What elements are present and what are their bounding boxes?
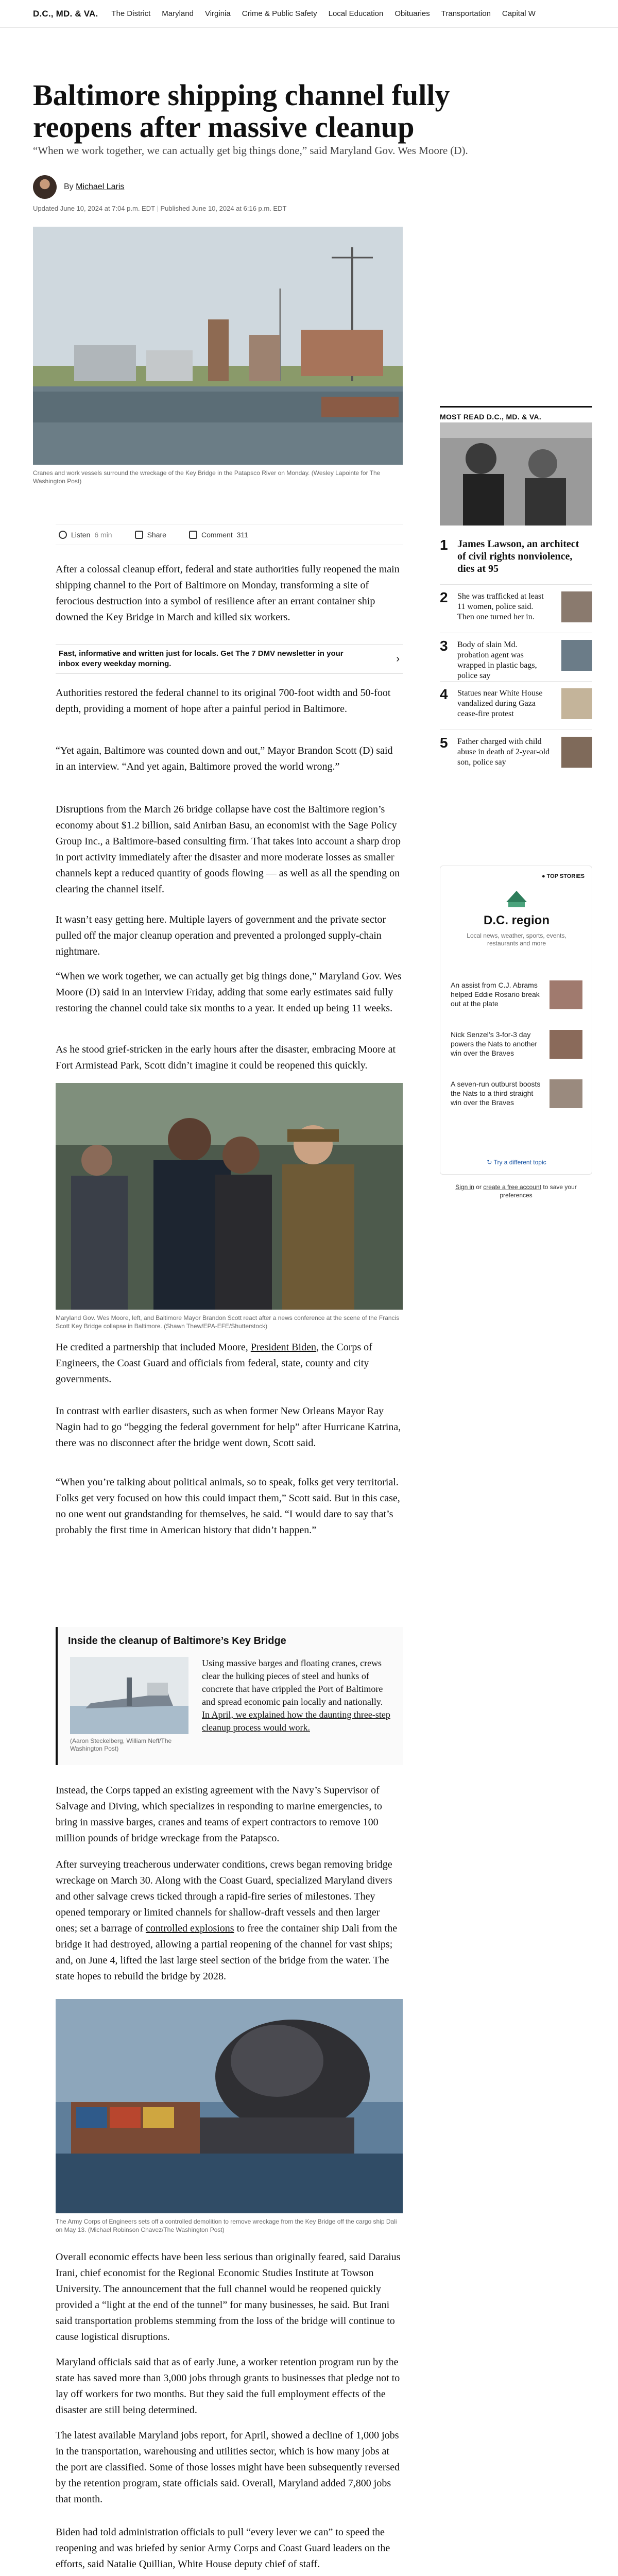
comment-button[interactable] xyxy=(189,531,248,539)
share-icon xyxy=(135,531,143,539)
paragraph-text: He credited a partnership that included Moore, xyxy=(56,1342,248,1353)
nav-link-obituaries[interactable]: Obituaries xyxy=(394,9,430,18)
listen-button[interactable] xyxy=(59,531,112,539)
paragraph: “Yet again, Baltimore was counted down and out,” Mayor Brandon Scott (D) said in an interview. “And yet again, Baltimore proved the world wrong.” xyxy=(56,745,393,772)
paragraph: “When you’re talking about political animals, so to speak, folks get very territorial. Folks get very focused on how this could impact them,” Scott said. But in this case, no one went out grandstanding for themselves, he said. “I would dare to say that’s probably the first time in American history that didn’t happen.” xyxy=(56,1477,400,1536)
paragraph: In contrast with earlier disasters, such as when former New Orleans Mayor Ray Nagin had to go “begging the federal government for help” after Hurricane Katrina, there was no disconnect after the bridge went down, Scott said. xyxy=(56,1405,401,1449)
rank-number: 3 xyxy=(440,638,448,654)
rank-number: 4 xyxy=(440,686,448,702)
published-date: Published June 10, 2024 at 6:16 p.m. EDT xyxy=(160,205,287,212)
top-story-thumb[interactable] xyxy=(550,1079,582,1108)
most-read-thumb-3[interactable] xyxy=(561,640,592,671)
top-story-thumb[interactable] xyxy=(550,1030,582,1059)
section-title[interactable]: D.C., MD. & VA. xyxy=(33,8,98,19)
nav-link-capital-weather[interactable]: Capital W xyxy=(502,9,536,18)
deck: “When we work together, we can actually get big things done,” said Maryland Gov. Wes Moore (D). xyxy=(33,144,468,157)
inset-caption: (Aaron Steckelberg, William Neff/The Washington Post) xyxy=(70,1737,172,1752)
top-nav xyxy=(0,0,618,28)
signin-text: or xyxy=(474,1183,484,1191)
bridge-graphic-image xyxy=(70,1657,188,1734)
share-label: Share xyxy=(147,531,166,539)
nav-link-transportation[interactable]: Transportation xyxy=(441,9,491,18)
paragraph xyxy=(56,1340,403,1387)
create-account-link[interactable]: create a free account xyxy=(483,1183,542,1191)
paragraph: Instead, the Corps tapped an existing agreement with the Navy’s Supervisor of Salvage and Diving, which specializes in responding to marine emergencies, to bring in massive barges, cranes and teams of expert contractors to remove 100 million pounds of bridge wreckage from the Patapsco. xyxy=(56,1785,382,1844)
dateline: Updated June 10, 2024 at 7:04 p.m. EDT | Published June 10, 2024 at 6:16 p.m. EDT xyxy=(33,205,287,212)
most-read-thumb-2[interactable] xyxy=(561,591,592,622)
lead-photo xyxy=(33,227,403,465)
inset-link[interactable]: In April, we explained how the daunting three-step cleanup process would work. xyxy=(202,1709,390,1733)
paragraph: Authorities restored the federal channel to its original 700-foot width and 50-foot depth, providing a moment of hope after a painful period in Baltimore. xyxy=(56,687,391,715)
rank-number: 2 xyxy=(440,589,448,605)
most-read-lead-image[interactable] xyxy=(440,422,592,526)
comment-icon xyxy=(189,531,197,539)
most-read-item-5[interactable]: Father charged with child abuse in death of 2-year-old son, police say xyxy=(457,737,550,767)
updated-date: Updated June 10, 2024 at 7:04 p.m. EDT xyxy=(33,205,155,212)
dc-region-icon xyxy=(501,887,532,909)
top-stories-card xyxy=(440,866,592,1175)
share-button[interactable] xyxy=(135,531,166,539)
share-bar xyxy=(56,524,403,545)
most-read-item-1[interactable]: James Lawson, an architect of civil rights nonviolence, dies at 95 xyxy=(457,538,579,574)
inset-text xyxy=(202,1657,392,1734)
paragraph-text: to free the container ship Dali from the bridge it had destroyed, allowing a partial reopening of the channel for vast ships; and, on June 4, lifted the last large steel section of the bridge from the water. The state hopes to rebuild the bridge by 2028. xyxy=(56,1923,398,1982)
paragraph: “When we work together, we can actually get big things done,” Maryland Gov. Wes Moore (D) said in an interview Friday, adding that some early estimates said fully restoring the channel could take six months to a year. It ended up being 11 weeks. xyxy=(56,971,402,1014)
listen-time: 6 min xyxy=(94,531,112,539)
lead-photo-caption: Cranes and work vessels surround the wreckage of the Key Bridge in the Patapsco River on Monday. (Wesley Lapointe for The Washington Post) xyxy=(33,469,381,485)
signin-prompt xyxy=(440,1183,592,1199)
byline-prefix: By xyxy=(64,182,74,191)
rank-number: 1 xyxy=(440,537,448,553)
related-inset xyxy=(56,1627,403,1765)
most-read-item-2[interactable]: She was trafficked at least 11 women, police said. Then one turned her in. xyxy=(457,592,544,621)
top-stories-label: TOP STORIES xyxy=(546,873,585,879)
listen-label: Listen xyxy=(71,531,91,539)
divider xyxy=(440,681,592,682)
explosions-link[interactable]: controlled explosions xyxy=(145,1923,234,1934)
nav-link-maryland[interactable]: Maryland xyxy=(162,9,194,18)
author-link[interactable]: Michael Laris xyxy=(76,182,125,191)
officials-embrace-image xyxy=(56,1083,403,1310)
comment-label: Comment xyxy=(201,531,233,539)
paragraph-text: , the Corps of Engineers, the Coast Guard and officials from federal, state, county and city governments. xyxy=(56,1342,372,1385)
nav-link-virginia[interactable]: Virginia xyxy=(204,9,231,18)
demolition-photo xyxy=(56,1999,403,2213)
biden-link[interactable]: President Biden xyxy=(250,1342,316,1353)
byline xyxy=(33,175,124,199)
paragraph: Disruptions from the March 26 bridge collapse have cost the Baltimore region’s economy about $1.2 billion, said Anirban Basu, an economist with the Sage Policy Group Inc., a Baltimore-based consulting firm. That takes into account a sharp drop in port activity immediately after the disaster and more moderate losses as smaller channels kept a reduced quantity of goods flowing — as well as all the spending on clearing the channel itself. xyxy=(56,804,401,895)
author-avatar[interactable] xyxy=(33,175,57,199)
signin-link[interactable]: Sign in xyxy=(455,1183,474,1191)
divider xyxy=(440,584,592,585)
paragraph: Overall economic effects have been less serious than originally feared, said Daraius Irani, chief economist for the Regional Economic Studies Institute at Towson University. The announcement that the full channel would be reopened quickly provided a “light at the end of the tunnel” for many businesses, he said. But Irani said transportation problems stemming from the loss of the bridge will continue to cause logistical disruptions. xyxy=(56,2251,401,2343)
nav-link-district[interactable]: The District xyxy=(111,9,151,18)
comment-count: 311 xyxy=(236,531,248,539)
headphones-icon xyxy=(59,531,67,539)
newsletter-text: Fast, informative and written just for locals. Get The 7 DMV newsletter in your inbox every weekday morning. xyxy=(59,649,344,668)
photo-caption: Maryland Gov. Wes Moore, left, and Baltimore Mayor Brandon Scott react after a news conference at the scene of the Francis Scott Key Bridge collapse in Baltimore. (Shawn Thew/EPA-EFE/Shutterstock) xyxy=(56,1314,400,1330)
paragraph: Maryland officials said that as of early June, a worker retention program run by the state has saved more than 3,000 jobs through grants to businesses that pledge not to lay off workers for two months. But they said the full employment effects of the disaster are still being determined. xyxy=(56,2357,400,2416)
top-story-item[interactable]: A seven-run outburst boosts the Nats to a third straight win over the Braves xyxy=(451,1080,541,1107)
controlled-demolition-image xyxy=(56,1999,403,2213)
different-topic-link[interactable]: ↻ Try a different topic xyxy=(487,1159,546,1166)
moore-scott-photo xyxy=(56,1083,403,1310)
chevron-right-icon[interactable]: › xyxy=(396,653,400,665)
paragraph xyxy=(56,1857,403,1985)
top-story-item[interactable]: An assist from C.J. Abrams helped Eddie Rosario break out at the plate xyxy=(451,981,540,1008)
most-read-thumb-4[interactable] xyxy=(561,688,592,719)
inset-title[interactable]: Inside the cleanup of Baltimore’s Key Bridge xyxy=(68,1635,286,1647)
top-stories-region: D.C. region xyxy=(483,913,550,927)
paragraph: It wasn’t easy getting here. Multiple layers of government and the private sector pulled off the major cleanup operation and prevented a prolonged supply-chain nightmare. xyxy=(56,914,386,957)
paragraph: The latest available Maryland jobs report, for April, showed a decline of 1,000 jobs in the transportation, warehousing and utilities sector, which is how many jobs at the port are classified. Some of those losses might have been subsequently reversed by the retention program, state officials said. Overall, Maryland added 7,800 jobs that month. xyxy=(56,2430,400,2505)
newsletter-promo[interactable] xyxy=(56,644,403,674)
paragraph-text: After surveying treacherous underwater conditions, crews began removing bridge wreckage on March 30. Along with the Coast Guard, specialized Maryland divers and other salvage crews ticked through a rapid-fire series of milestones. They opened temporary or limited channels for shallow-draft vessels and then larger ones; set a barrage of xyxy=(56,1859,392,1934)
signin-text: to save your preferences xyxy=(500,1183,577,1199)
paragraph: After a colossal cleanup effort, federal and state authorities fully reopened the main shipping channel to the Port of Baltimore on Monday, transforming a site of ferocious destruction into a symbol of resilience after an errant container ship downed the Key Bridge in March and killed six workers. xyxy=(56,564,400,623)
civil-rights-photo xyxy=(440,422,592,526)
bridge-wreckage-image xyxy=(33,227,403,465)
most-read-item-4[interactable]: Statues near White House vandalized during Gaza cease-fire protest xyxy=(457,689,543,718)
inset-body: Using massive barges and floating cranes, crews clear the hulking pieces of steel and hunks of concrete that have crippled the Port of Baltimore and spread economic pain locally and nationally. xyxy=(202,1658,383,1707)
photo-caption: The Army Corps of Engineers sets off a controlled demolition to remove wreckage from the Key Bridge off the cargo ship Dali on May 13. (Michael Robinson Chavez/The Washington Post) xyxy=(56,2218,397,2233)
paragraph: As he stood grief-stricken in the early hours after the disaster, embracing Moore at Fort Armistead Park, Scott didn’t imagine it could be reopened this quickly. xyxy=(56,1044,396,1071)
most-read-item-3[interactable]: Body of slain Md. probation agent was wrapped in plastic bags, police say xyxy=(457,640,537,680)
inset-graphic[interactable] xyxy=(70,1657,188,1734)
top-stories-subtitle: Local news, weather, sports, events, restaurants and more xyxy=(467,932,566,947)
rank-number: 5 xyxy=(440,735,448,751)
top-stories-badge: ● TOP STORIES xyxy=(541,873,585,879)
top-story-thumb[interactable] xyxy=(550,980,582,1009)
headline: Baltimore shipping channel fully reopens after massive cleanup xyxy=(33,78,450,144)
nav-link-education[interactable]: Local Education xyxy=(328,9,384,18)
most-read-thumb-5[interactable] xyxy=(561,737,592,768)
nav-link-crime[interactable]: Crime & Public Safety xyxy=(242,9,317,18)
top-story-item[interactable]: Nick Senzel’s 3-for-3 day powers the Nats to another win over the Braves xyxy=(451,1030,538,1057)
most-read-label: MOST READ D.C., MD. & VA. xyxy=(440,406,592,421)
different-topic-label: Try a different topic xyxy=(493,1159,546,1166)
paragraph: Biden had told administration officials to pull “every lever we can” to speed the reopening and was briefed by senior Army Corps and Coast Guard leaders on the efforts, said Natalie Quillian, White House deputy chief of staff. xyxy=(56,2527,390,2570)
